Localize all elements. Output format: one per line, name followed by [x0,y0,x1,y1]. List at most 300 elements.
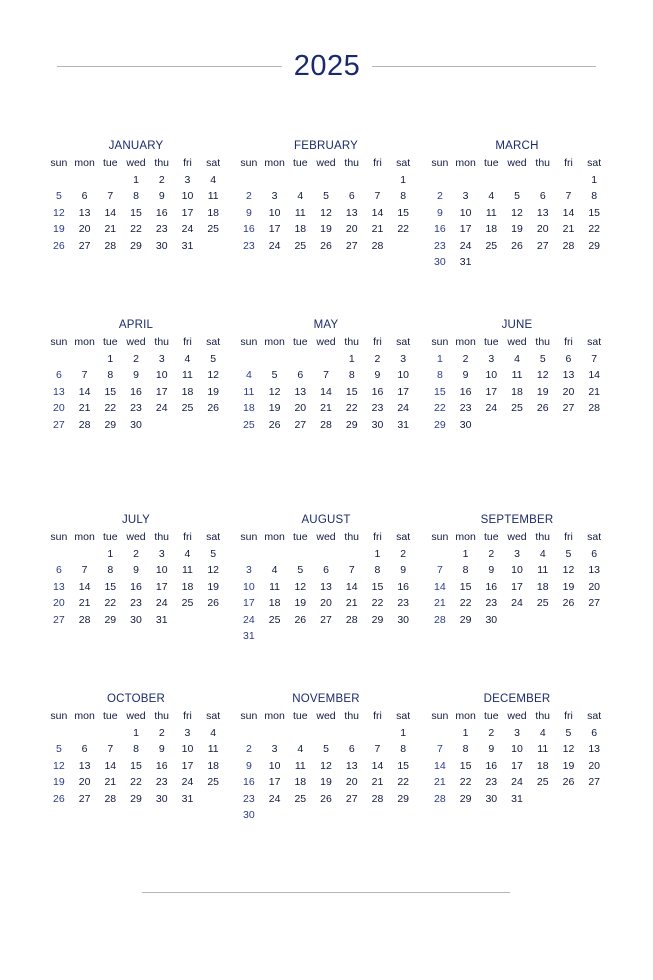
day-cell: 23 [243,239,255,252]
day-cell: 28 [562,239,575,252]
day-cell: 8 [591,190,598,202]
weekday-label: wed [316,710,336,722]
day-cell: 23 [130,402,142,414]
empty-day-cell [530,254,556,271]
day-cell: 10 [155,369,168,381]
day-cell: 2 [133,547,139,560]
day-cell: 21 [104,776,117,788]
week-row [46,562,226,579]
day-cell: 26 [53,792,65,805]
empty-day-cell [478,417,504,434]
empty-day-cell [365,172,391,189]
weekday-label: sat [396,531,411,543]
weekday-header [427,708,607,725]
week-row [236,188,416,205]
day-cell: 16 [459,385,472,398]
day-cell: 3 [158,547,165,560]
weekday-label: sun [240,336,258,348]
weekday-label: tue [292,710,308,722]
day-cell: 20 [53,597,65,609]
day-cell: 5 [210,352,217,365]
month-title: APRIL [118,319,154,331]
day-cell: 31 [155,613,168,626]
empty-day-cell [530,417,556,434]
empty-day-cell [287,725,313,742]
day-cell: 17 [181,206,194,219]
empty-day-cell [97,172,123,189]
day-cell: 3 [488,352,495,365]
week-row [236,562,416,579]
day-cell: 6 [539,190,546,202]
day-cell: 23 [155,776,168,788]
day-cell: 8 [133,743,139,755]
empty-day-cell [581,612,607,629]
day-cell: 21 [78,597,91,609]
empty-day-cell [339,172,365,189]
month-title: NOVEMBER [292,693,360,705]
day-cell: 18 [485,223,498,235]
day-cell: 25 [243,418,255,431]
weekday-label: wed [126,157,146,169]
day-cell: 2 [488,726,495,739]
week-row [427,367,607,384]
weekday-label: wed [507,531,527,543]
day-cell: 14 [434,759,446,772]
day-cell: 30 [434,256,446,268]
day-cell: 3 [245,564,252,576]
day-cell: 20 [588,759,601,772]
day-cell: 3 [462,190,469,202]
day-cell: 18 [181,385,194,398]
weekday-label: mon [455,157,476,169]
empty-day-cell [478,254,504,271]
day-cell: 12 [536,369,549,381]
week-row [427,546,607,563]
day-cell: 15 [130,206,142,219]
week-row [427,741,607,758]
weekday-label: sun [240,710,258,722]
day-cell: 2 [436,190,443,202]
day-cell: 23 [434,239,446,252]
weekday-label: tue [102,157,118,169]
week-row [427,612,607,629]
day-cell: 15 [397,759,410,772]
month-january [46,138,226,254]
weekday-header [236,529,416,546]
weekday-label: wed [507,336,527,348]
day-cell: 6 [565,352,572,365]
day-cell: 13 [562,369,575,381]
weekday-label: fri [373,531,382,543]
empty-day-cell [313,546,339,563]
week-row [236,546,416,563]
day-cell: 5 [271,369,278,381]
day-cell: 9 [462,369,469,381]
day-cell: 7 [348,564,355,576]
day-cell: 15 [345,385,358,398]
day-cell: 20 [78,223,91,235]
empty-day-cell [313,725,339,742]
empty-day-cell [46,351,72,368]
day-cell: 14 [434,580,446,593]
month-title: MAY [313,319,339,331]
day-cell: 5 [323,190,329,202]
day-cell: 1 [107,352,114,365]
day-cell: 4 [210,173,217,186]
empty-day-cell [46,546,72,563]
weekday-label: sat [587,336,602,348]
empty-day-cell [200,238,226,255]
weekday-header [236,708,416,725]
day-cell: 17 [243,597,255,609]
day-cell: 2 [158,726,165,739]
day-cell: 29 [345,418,358,431]
empty-day-cell [390,628,416,645]
weekday-label: tue [292,531,308,543]
day-cell: 17 [155,385,168,398]
day-cell: 1 [348,352,355,365]
week-row [46,238,226,255]
weekday-label: mon [264,531,285,543]
weekday-label: sat [396,710,411,722]
day-cell: 31 [181,792,194,805]
day-cell: 9 [245,759,252,772]
day-cell: 24 [268,239,281,252]
day-cell: 23 [155,223,168,235]
day-cell: 19 [536,385,549,398]
day-cell: 24 [181,776,194,788]
week-row [236,417,416,434]
day-cell: 18 [511,385,523,398]
week-row [46,400,226,417]
day-cell: 29 [104,418,117,431]
week-row [427,172,607,189]
day-cell: 6 [81,190,88,202]
day-cell: 18 [207,206,220,219]
day-cell: 16 [130,385,142,398]
empty-day-cell [200,791,226,808]
day-cell: 26 [268,418,281,431]
empty-day-cell [365,725,391,742]
weekday-label: mon [264,157,285,169]
empty-day-cell [339,628,365,645]
week-row [427,791,607,808]
day-cell: 26 [320,792,332,805]
day-cell: 4 [184,547,191,560]
day-cell: 8 [374,564,381,576]
header-divider-left [57,66,282,67]
day-cell: 4 [297,743,304,755]
week-row [46,758,226,775]
day-cell: 15 [104,385,117,398]
empty-day-cell [504,254,530,271]
week-row [427,238,607,255]
day-cell: 19 [562,580,575,593]
day-cell: 19 [53,776,65,788]
day-cell: 18 [243,402,255,414]
day-cell: 6 [348,743,355,755]
day-cell: 9 [133,564,139,576]
empty-day-cell [556,791,582,808]
day-cell: 28 [320,418,332,431]
empty-day-cell [504,612,530,629]
day-cell: 9 [158,743,165,755]
week-row [427,351,607,368]
month-may [236,317,416,433]
day-cell: 8 [462,564,469,576]
day-cell: 5 [323,743,329,755]
empty-day-cell [365,628,391,645]
day-cell: 20 [562,385,575,398]
day-cell: 7 [323,369,329,381]
day-cell: 2 [245,190,252,202]
weekday-label: wed [126,710,146,722]
day-cell: 24 [268,792,281,805]
day-cell: 5 [565,726,572,739]
empty-day-cell [72,725,98,742]
day-cell: 9 [400,564,407,576]
day-cell: 28 [78,613,91,626]
day-cell: 17 [181,759,194,772]
day-cell: 19 [268,402,281,414]
weekday-label: thu [154,710,170,722]
day-cell: 24 [511,776,523,788]
day-cell: 29 [459,613,472,626]
day-cell: 12 [207,564,220,576]
weekday-label: mon [264,336,285,348]
day-cell: 4 [539,547,546,560]
day-cell: 6 [348,190,355,202]
month-july [46,512,226,628]
day-cell: 26 [536,402,549,414]
day-cell: 10 [511,564,523,576]
day-cell: 15 [104,580,117,593]
day-cell: 18 [294,776,307,788]
weekday-label: fri [373,336,382,348]
day-cell: 23 [397,597,410,609]
empty-day-cell [236,546,262,563]
weekday-label: sun [50,710,68,722]
day-cell: 16 [434,223,446,235]
day-cell: 29 [459,792,472,805]
day-cell: 9 [436,206,443,219]
weekday-header [236,334,416,351]
week-row [46,205,226,222]
header-divider-right [372,66,596,67]
day-cell: 27 [536,239,549,252]
day-cell: 7 [436,564,443,576]
month-title: AUGUST [301,514,351,526]
empty-day-cell [46,725,72,742]
weekday-label: fri [373,710,382,722]
empty-day-cell [287,546,313,563]
week-row [236,595,416,612]
week-row [236,579,416,596]
day-cell: 5 [539,352,546,365]
day-cell: 25 [536,597,549,609]
day-cell: 9 [488,743,495,755]
empty-day-cell [339,807,365,824]
weekday-label: sun [431,157,449,169]
day-cell: 24 [243,613,255,626]
weekday-label: sat [396,336,411,348]
empty-day-cell [72,172,98,189]
day-cell: 2 [374,352,381,365]
day-cell: 1 [436,352,443,365]
week-row [46,725,226,742]
empty-day-cell [200,417,226,434]
day-cell: 7 [81,564,88,576]
day-cell: 11 [294,206,306,219]
day-cell: 12 [320,206,332,219]
day-cell: 23 [371,402,384,414]
day-cell: 1 [462,726,469,739]
day-cell: 25 [511,402,523,414]
day-cell: 14 [104,206,117,219]
empty-day-cell [97,725,123,742]
day-cell: 17 [459,223,472,235]
empty-day-cell [581,254,607,271]
day-cell: 31 [511,792,523,805]
day-cell: 3 [271,190,278,202]
day-cell: 15 [459,759,472,772]
day-cell: 5 [297,564,304,576]
weekday-label: sun [50,336,68,348]
day-cell: 30 [130,418,142,431]
empty-day-cell [175,612,201,629]
day-cell: 7 [107,743,114,755]
week-row [427,725,607,742]
day-cell: 22 [588,223,601,235]
day-cell: 1 [374,547,381,560]
day-cell: 16 [397,580,410,593]
day-cell: 10 [181,743,194,755]
empty-day-cell [313,351,339,368]
day-cell: 23 [485,776,498,788]
day-cell: 27 [588,597,601,609]
day-cell: 14 [78,385,91,398]
day-cell: 8 [436,369,443,381]
weekday-label: mon [455,336,476,348]
weekday-label: sat [206,157,221,169]
weekday-label: tue [102,710,118,722]
empty-day-cell [504,172,530,189]
year-title: 2025 [293,50,361,82]
day-cell: 13 [588,564,601,576]
day-cell: 22 [104,597,117,609]
empty-day-cell [287,807,313,824]
weekday-label: wed [316,157,336,169]
day-cell: 28 [345,613,358,626]
day-cell: 20 [294,402,307,414]
week-row [46,188,226,205]
month-title: MARCH [495,140,539,152]
weekday-label: sat [206,710,221,722]
day-cell: 24 [485,402,498,414]
day-cell: 18 [536,759,549,772]
weekday-label: fri [564,336,573,348]
day-cell: 29 [588,239,601,252]
week-row [236,205,416,222]
day-cell: 26 [294,613,307,626]
day-cell: 17 [485,385,498,398]
month-august [236,512,416,645]
empty-day-cell [504,417,530,434]
day-cell: 6 [297,369,304,381]
day-cell: 6 [591,726,598,739]
day-cell: 27 [345,792,358,805]
week-row [46,612,226,629]
day-cell: 3 [158,352,165,365]
weekday-label: fri [183,531,192,543]
day-cell: 26 [562,597,575,609]
day-cell: 21 [434,776,446,788]
day-cell: 30 [397,613,410,626]
empty-day-cell [46,172,72,189]
day-cell: 4 [210,726,217,739]
day-cell: 1 [133,173,139,186]
empty-day-cell [478,172,504,189]
week-row [236,741,416,758]
day-cell: 31 [181,239,194,252]
day-cell: 7 [107,190,114,202]
weekday-label: tue [483,336,499,348]
day-cell: 16 [155,759,168,772]
day-cell: 12 [320,759,332,772]
day-cell: 5 [565,547,572,560]
day-cell: 8 [400,190,407,202]
day-cell: 11 [182,369,193,381]
empty-day-cell [556,254,582,271]
day-cell: 1 [133,726,139,739]
weekday-label: thu [535,157,551,169]
day-cell: 28 [434,792,446,805]
empty-day-cell [427,725,453,742]
day-cell: 25 [181,597,194,609]
week-row [46,774,226,791]
weekday-header [427,529,607,546]
week-row [427,188,607,205]
day-cell: 21 [345,597,358,609]
week-row [236,172,416,189]
day-cell: 24 [155,402,168,414]
empty-day-cell [72,546,98,563]
day-cell: 28 [371,792,384,805]
day-cell: 19 [320,223,332,235]
day-cell: 30 [485,792,498,805]
day-cell: 28 [371,239,384,252]
week-row [46,417,226,434]
week-row [236,774,416,791]
weekday-label: wed [316,336,336,348]
day-cell: 24 [181,223,194,235]
weekday-label: sun [431,531,449,543]
week-row [236,238,416,255]
weekday-header [46,708,226,725]
weekday-label: fri [183,710,192,722]
day-cell: 13 [320,580,332,593]
weekday-label: fri [564,157,573,169]
day-cell: 12 [562,564,575,576]
day-cell: 21 [434,597,446,609]
day-cell: 31 [397,418,410,431]
empty-day-cell [339,725,365,742]
day-cell: 10 [243,580,255,593]
day-cell: 27 [53,613,65,626]
weekday-label: sun [240,157,258,169]
day-cell: 13 [53,580,65,593]
week-row [46,172,226,189]
